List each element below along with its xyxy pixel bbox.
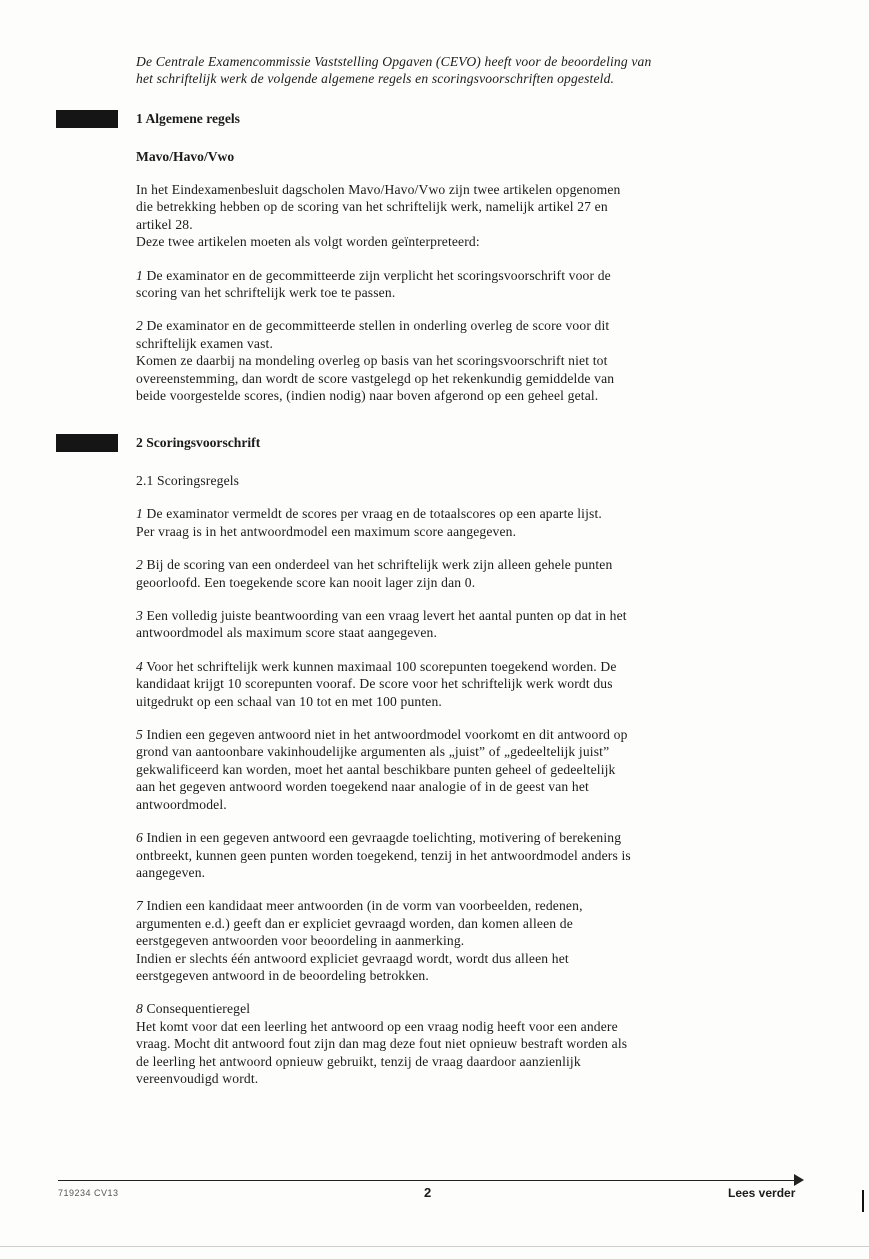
- text-line: die betrekking hebben op de scoring van het schriftelijk werk, namelijk artikel 27 en: [136, 199, 608, 215]
- rules-list: [136, 505, 726, 1087]
- rule-number: 8: [136, 1001, 143, 1017]
- text-line: antwoordmodel als maximum score staat aangegeven.: [136, 625, 438, 641]
- text-line: [136, 897, 726, 914]
- section-2-title: 2 Scoringsvoorschrift: [136, 435, 261, 450]
- footer-rule: [58, 1180, 798, 1181]
- text-line: [136, 726, 726, 743]
- text-line: overeenstemming, dan wordt de score vastgelegd op het rekenkundig gemiddelde van: [136, 370, 615, 386]
- rule-text: Indien een kandidaat meer antwoorden (in de vorm van voorbeelden, redenen,: [142, 898, 583, 914]
- section-1-body: [136, 181, 726, 420]
- text-line: scoring van het schriftelijk werk toe te passen.: [136, 285, 396, 301]
- text-line: aangegeven.: [136, 864, 206, 880]
- section-1-title: 1 Algemene regels: [136, 111, 240, 126]
- text-line: Indien er slechts één antwoord expliciet gevraagd wordt, wordt dus alleen het: [136, 950, 569, 966]
- text-line: ontbreekt, kunnen geen punten worden toegekend, tenzij in het antwoordmodel anders is: [136, 847, 631, 863]
- text-line: [136, 607, 726, 624]
- scan-bottom-edge: [0, 1246, 869, 1247]
- text-line: antwoordmodel.: [136, 796, 227, 812]
- text-line: Komen ze daarbij na mondeling overleg op basis van het scoringsvoorschrift niet tot: [136, 353, 608, 369]
- section-2-body: [136, 472, 726, 1103]
- text-line: uitgedrukt op een schaal van 10 tot en met 100 punten.: [136, 693, 442, 709]
- text-line: In het Eindexamenbesluit dagscholen Mavo/Havo/Vwo zijn twee artikelen opgenomen: [136, 182, 621, 197]
- scoring-rule: [136, 1000, 726, 1087]
- rule-number: 3: [136, 608, 143, 624]
- text-line: geoorloofd. Een toegekende score kan nooit lager zijn dan 0.: [136, 574, 476, 590]
- text-line: vraag. Mocht dit antwoord fout zijn dan mag deze fout niet opnieuw bestraft worden als: [136, 1036, 628, 1052]
- rule-2: [136, 317, 726, 404]
- rule-text: Consequentieregel: [142, 1001, 251, 1017]
- text-line: vereenvoudigd wordt.: [136, 1070, 259, 1086]
- scoring-rule: [136, 607, 726, 642]
- continue-label: Lees verder: [728, 1186, 796, 1200]
- rule-1: [136, 267, 726, 302]
- text-line: kandidaat krijgt 10 scorepunten vooraf. De score voor het schriftelijk werk wordt dus: [136, 676, 613, 692]
- text-line: [136, 1000, 726, 1017]
- scoring-rule: [136, 505, 726, 540]
- rule-number: 2: [136, 318, 143, 334]
- rule-number: 2: [136, 557, 143, 573]
- text-line: gekwalificeerd kan worden, moet het aantal beschikbare punten geheel of gedeeltelijk: [136, 761, 616, 777]
- scoring-rule: [136, 658, 726, 710]
- section-marker: [56, 434, 118, 452]
- text-line: De examinator en de gecommitteerde zijn verplicht het scoringsvoorschrift voor de: [142, 267, 611, 283]
- rule-number: 1: [136, 506, 143, 522]
- rule-number: 6: [136, 830, 143, 846]
- scoring-rule: [136, 897, 726, 984]
- scan-edge-mark: [862, 1190, 864, 1212]
- subsection-title: 2.1 Scoringsregels: [136, 473, 240, 488]
- rule-text: Een volledig juiste beantwoording van een vraag levert het aantal punten op dat in het: [142, 608, 627, 624]
- rule-number: 1: [136, 267, 143, 283]
- text-line: grond van aantoonbare vakinhoudelijke argumenten als „juist” of „gedeeltelijk juist”: [136, 744, 610, 760]
- text-line: Het komt voor dat een leerling het antwoord op een vraag nodig heeft voor een andere: [136, 1018, 618, 1034]
- paragraph: [136, 181, 726, 251]
- scoring-rule: [136, 556, 726, 591]
- text-line: Per vraag is in het antwoordmodel een maximum score aangegeven.: [136, 523, 517, 539]
- text-line: artikel 28.: [136, 216, 193, 232]
- intro-line: De Centrale Examencommissie Vaststelling Opgaven (CEVO) heeft voor de beoordeling van: [136, 54, 652, 69]
- rule-text: Bij de scoring van een onderdeel van het schriftelijk werk zijn alleen gehele punten: [142, 557, 613, 573]
- section-marker: [56, 110, 118, 128]
- rule-text: Voor het schriftelijk werk kunnen maximaal 100 scorepunten toegekend worden. De: [142, 658, 617, 674]
- text-line: argumenten e.d.) geeft dan er expliciet gevraagd worden, dan komen alleen de: [136, 915, 573, 931]
- rule-text: De examinator vermeldt de scores per vraag en de totaalscores op een aparte lijst.: [142, 506, 602, 522]
- rule-text: Indien in een gegeven antwoord een gevraagde toelichting, motivering of berekening: [142, 830, 622, 846]
- rule-number: 4: [136, 658, 143, 674]
- rule-text: Indien een gegeven antwoord niet in het antwoordmodel voorkomt en dit antwoord op: [142, 727, 628, 743]
- text-line: [136, 556, 726, 573]
- text-line: De examinator en de gecommitteerde stellen in onderling overleg de score voor dit: [142, 318, 610, 334]
- text-line: [136, 658, 726, 675]
- text-line: beide voorgestelde scores, (indien nodig) naar boven afgerond op een geheel getal.: [136, 388, 599, 404]
- page-number: 2: [424, 1185, 432, 1200]
- scoring-rule: [136, 726, 726, 813]
- text-line: eerstgegeven antwoorden voor beoordeling in aanmerking.: [136, 933, 465, 949]
- text-line: [136, 505, 726, 522]
- scoring-rule: [136, 829, 726, 881]
- text-line: eerstgegeven antwoord in de beoordeling betrokken.: [136, 967, 429, 983]
- text-line: de leerling het antwoord opnieuw gebruikt, tenzij de vraag daardoor aanzienlijk: [136, 1053, 581, 1069]
- intro-paragraph: [136, 53, 726, 88]
- text-line: Deze twee artikelen moeten als volgt worden geïnterpreteerd:: [136, 234, 480, 250]
- text-line: [136, 829, 726, 846]
- rule-number: 5: [136, 727, 143, 743]
- arrow-right-icon: [794, 1174, 804, 1186]
- document-code: 719234 CV13: [58, 1188, 119, 1198]
- text-line: schriftelijk examen vast.: [136, 335, 273, 351]
- rule-number: 7: [136, 898, 143, 914]
- intro-line: het schriftelijk werk de volgende algemene regels en scoringsvoorschriften opgesteld.: [136, 71, 615, 87]
- section-1-subtitle: Mavo/Havo/Vwo: [136, 149, 235, 164]
- text-line: aan het gegeven antwoord worden toegekend naar analogie of in de geest van het: [136, 779, 589, 795]
